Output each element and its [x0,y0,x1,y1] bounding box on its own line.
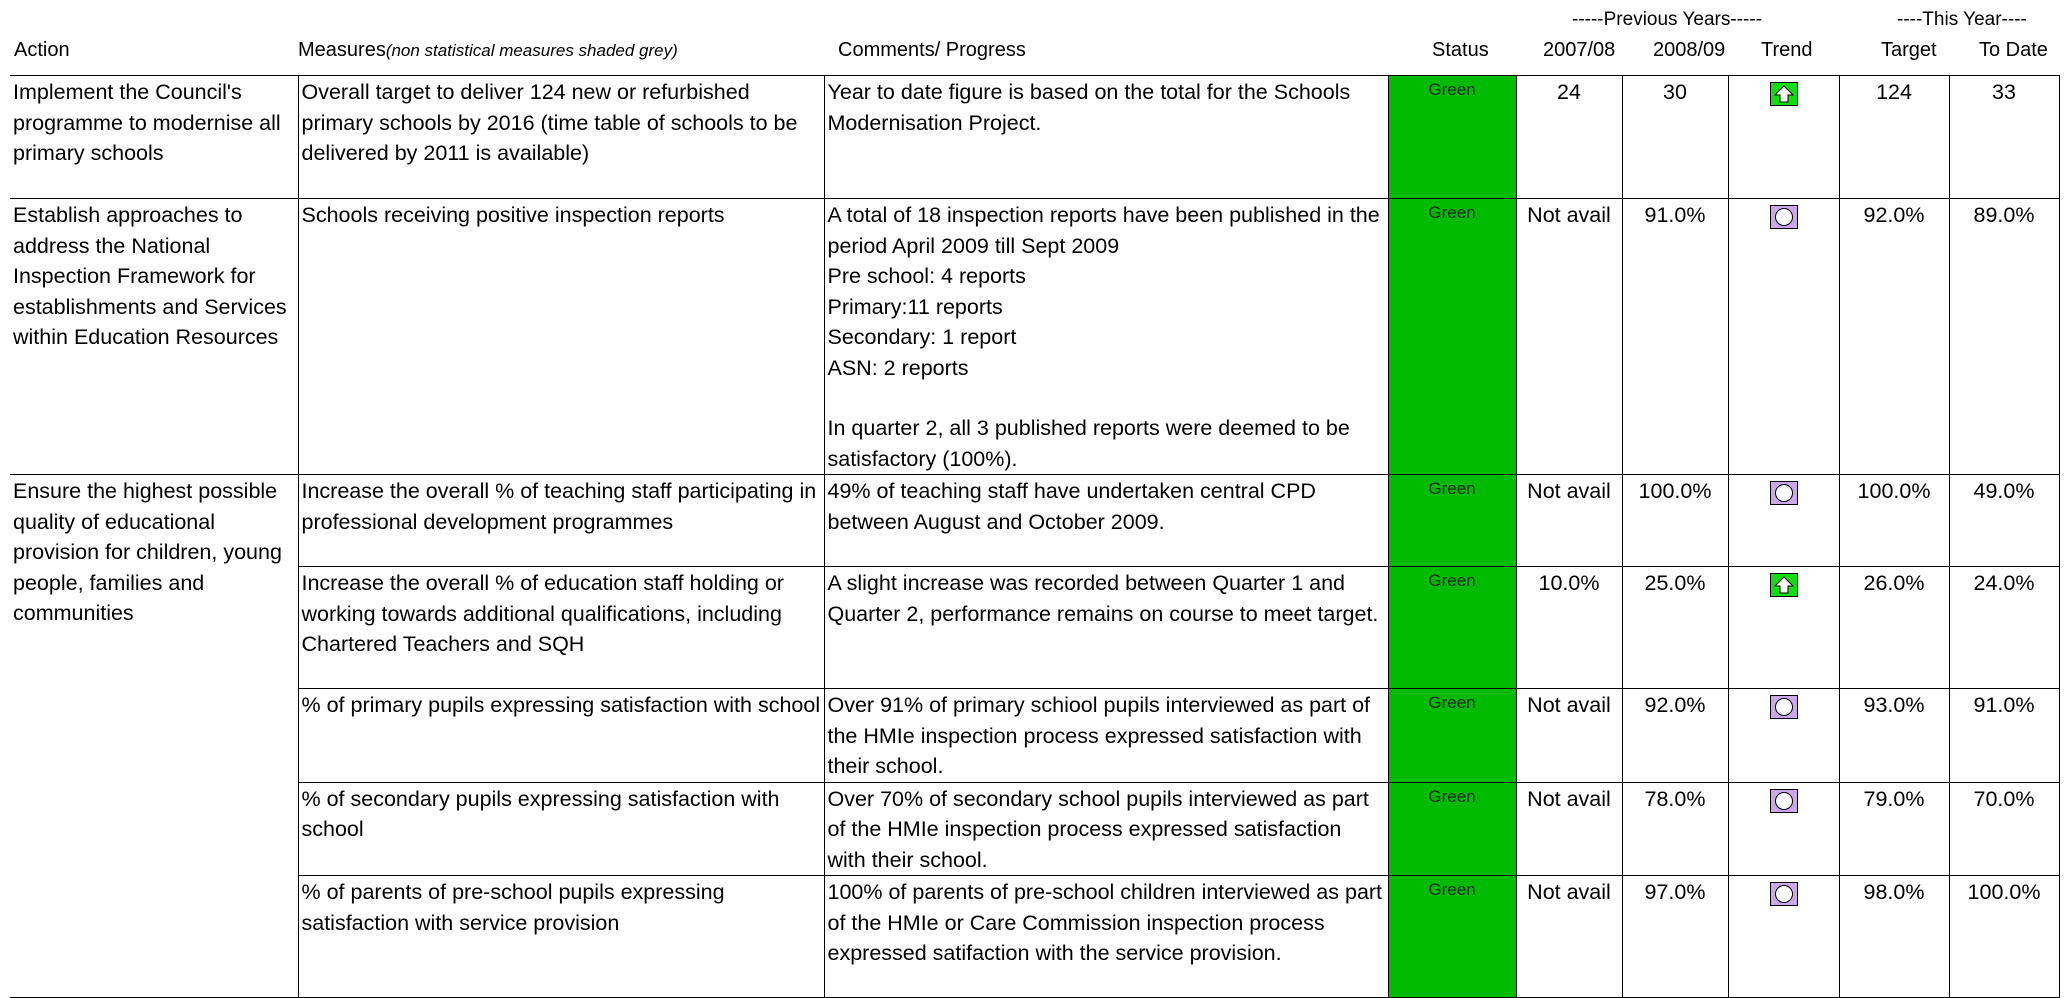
col-header-2008: 2008/09 [1653,39,1726,61]
status-badge: Green [1388,876,1516,998]
status-badge: Green [1388,567,1516,689]
value-y2007: Not avail [1516,689,1622,783]
comment-cell [824,475,1388,567]
circle-icon [1770,789,1798,813]
table-row [10,76,2059,199]
measure-cell: % of primary pupils expressing satisfaction with school [298,689,824,783]
circle-icon [1770,882,1798,906]
value-y2008: 92.0% [1622,689,1728,783]
table-row [10,876,2059,998]
circle-icon [1770,481,1798,505]
measures-note: (non statistical measures shaded grey) [385,41,678,60]
status-badge: Green [1388,76,1516,199]
table-row [10,567,2059,689]
action-cell: Ensure the highest possible quality of educational provision for children, young people, families and communities [10,475,298,998]
comment-cell [824,199,1388,475]
table-row [10,475,2059,567]
trend-cell [1728,876,1839,998]
comment-line: ASN: 2 reports [827,355,969,380]
comment-cell [824,876,1388,998]
measure-cell: Schools receiving positive inspection reports [298,199,824,475]
measure-cell: % of parents of pre-school pupils expressing satisfaction with service provision [298,876,824,998]
value-y2008: 25.0% [1622,567,1728,689]
value-target: 79.0% [1839,782,1949,876]
value-to-date: 49.0% [1949,475,2059,567]
action-cell: Establish approaches to address the National Inspection Framework for establishments and Services within Education Resources [10,199,298,475]
trend-cell [1728,567,1839,689]
col-header-2007: 2007/08 [1543,39,1616,61]
up-arrow-icon [1770,82,1798,106]
comment-cell [824,782,1388,876]
comment-line: Secondary: 1 report [827,325,1017,349]
comment-line: 49% of teaching staff have undertaken central CPD between August and October 2009. [827,479,1316,534]
trend-cell [1728,199,1839,475]
circle-icon [1770,695,1798,719]
measure-cell: Increase the overall % of education staff holding or working towards additional qualifications, including Chartered Teachers and SQH [298,567,824,689]
paragraph-gap [828,383,1385,413]
comment-line: A slight increase was recorded between Quarter 1 and Quarter 2, performance remains on course to meet target. [827,571,1379,626]
status-badge: Green [1388,199,1516,475]
comment-line: In quarter 2, all 3 published reports were deemed to be satisfactory (100%). [827,416,1350,471]
comment-line: Primary:11 reports [827,294,1003,319]
value-to-date: 70.0% [1949,782,2059,876]
measure-cell: Increase the overall % of teaching staff participating in professional development programmes [298,475,824,567]
value-y2008: 78.0% [1622,782,1728,876]
col-header-measures [298,38,678,63]
value-target: 100.0% [1839,475,1949,567]
value-y2007: Not avail [1516,876,1622,998]
trend-cell [1728,76,1839,199]
col-header-status: Status [1432,39,1489,61]
table-row [10,689,2059,783]
comment-line: Pre school: 4 reports [827,264,1026,288]
comment-line: Over 70% of secondary school pupils interviewed as part of the HMIe inspection process expressed satisfaction with their school. [827,786,1369,872]
comment-cell [824,76,1388,199]
value-to-date: 100.0% [1949,876,2059,998]
value-to-date: 24.0% [1949,567,2059,689]
measure-cell: % of secondary pupils expressing satisfaction with school [298,782,824,876]
previous-years-group-label: -----Previous Years----- [1572,9,1763,30]
comment-line: Over 91% of primary schiool pupils interviewed as part of the HMIe inspection process expressed satisfaction with their school. [827,693,1371,778]
circle-icon [1770,205,1798,229]
value-y2008: 97.0% [1622,876,1728,998]
value-to-date: 89.0% [1949,199,2059,475]
action-cell: Implement the Council's programme to modernise all primary schools [10,76,298,199]
status-badge: Green [1388,782,1516,876]
performance-table [10,75,2060,998]
measures-label: Measures [298,39,386,61]
col-header-target: Target [1881,39,1937,61]
col-header-trend: Trend [1761,39,1813,61]
value-y2007: Not avail [1516,199,1622,475]
this-year-group-label: ----This Year---- [1897,9,2027,30]
comment-line: A total of 18 inspection reports have been published in the period April 2009 till Sept 2009 [827,203,1380,258]
value-y2007: 24 [1516,76,1622,199]
value-y2008: 100.0% [1622,475,1728,567]
value-to-date: 33 [1949,76,2059,199]
value-y2007: Not avail [1516,475,1622,567]
trend-cell [1728,689,1839,783]
trend-cell [1728,782,1839,876]
status-badge: Green [1388,689,1516,783]
value-target: 93.0% [1839,689,1949,783]
value-target: 92.0% [1839,199,1949,475]
value-y2008: 91.0% [1622,199,1728,475]
value-to-date: 91.0% [1949,689,2059,783]
comment-cell [824,567,1388,689]
col-header-to-date: To Date [1979,39,2048,61]
value-target: 26.0% [1839,567,1949,689]
table-row [10,782,2059,876]
up-arrow-icon [1770,573,1798,597]
col-header-action: Action [14,39,70,61]
status-badge: Green [1388,475,1516,567]
value-y2007: Not avail [1516,782,1622,876]
value-target: 124 [1839,76,1949,199]
col-header-comments: Comments/ Progress [838,39,1026,61]
trend-cell [1728,475,1839,567]
value-target: 98.0% [1839,876,1949,998]
value-y2007: 10.0% [1516,567,1622,689]
measure-cell: Overall target to deliver 124 new or refurbished primary schools by 2016 (time table of schools to be delivered by 2011 is available) [298,76,824,199]
comment-line: Year to date figure is based on the total for the Schools Modernisation Project. [827,80,1351,135]
value-y2008: 30 [1622,76,1728,199]
comment-line: 100% of parents of pre-school children interviewed as part of the HMIe or Care Commission inspection process expressed satifaction with the service provision. [827,880,1383,965]
table-row [10,199,2059,475]
comment-cell [824,689,1388,783]
